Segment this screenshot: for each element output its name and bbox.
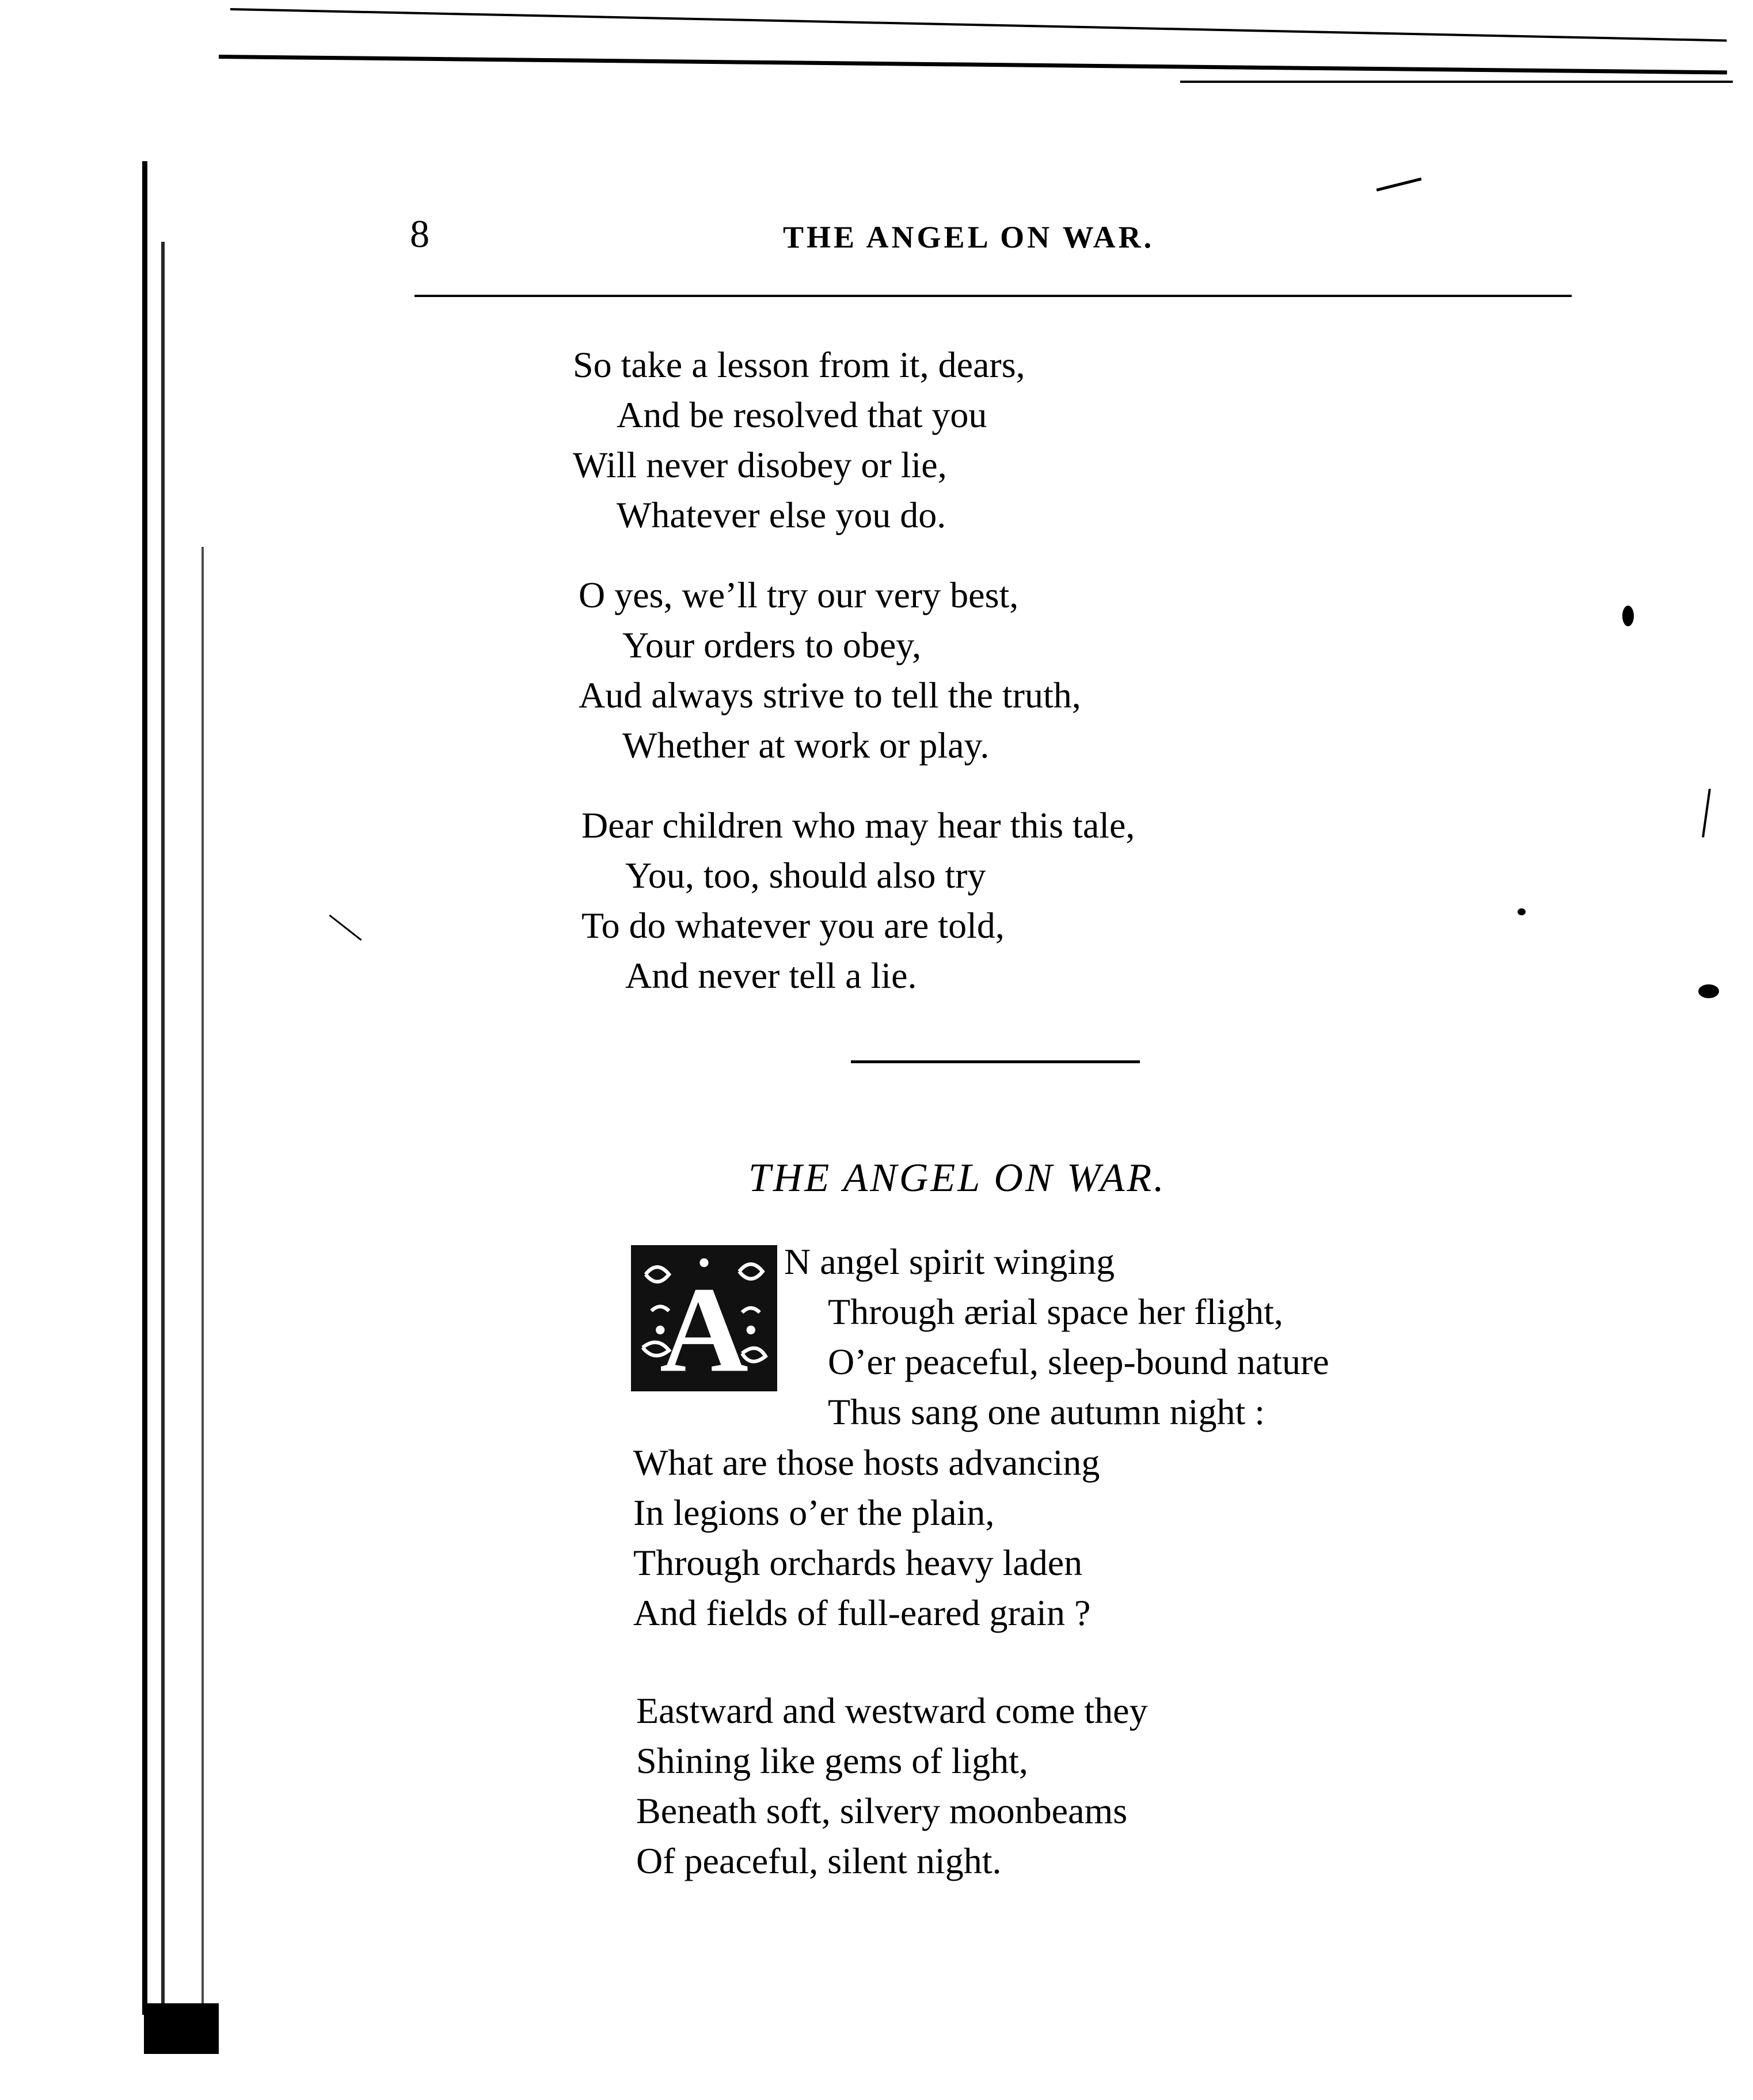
stanza	[828, 1287, 1329, 1437]
stanza	[633, 1437, 1100, 1638]
top-edge-shadow	[219, 55, 1727, 74]
top-edge-shadow	[1180, 81, 1733, 83]
verse-line: And be resolved that you	[617, 394, 987, 435]
binding-edge	[201, 547, 204, 2044]
verse-line: Your orders to obey,	[622, 625, 922, 665]
top-edge-shadow	[230, 8, 1727, 41]
verse-line: So take a lesson from it, dears,	[573, 344, 1025, 385]
ink-blot	[1698, 984, 1719, 998]
binding-edge	[161, 242, 165, 2015]
running-title: THE ANGEL ON WAR.	[783, 220, 1155, 254]
verse-line: Beneath soft, silvery moonbeams	[636, 1790, 1128, 1831]
verse-line: Through ærial space her flight,	[828, 1291, 1283, 1332]
pencil-mark	[1376, 177, 1422, 191]
verse-line: Dear children who may hear this tale,	[581, 805, 1135, 846]
verse-line: Shining like gems of light,	[636, 1740, 1028, 1781]
verse-line: Of peaceful, silent night.	[636, 1840, 1002, 1881]
verse-line: Whether at work or play.	[622, 725, 990, 766]
ornamental-drop-cap	[631, 1245, 777, 1391]
verse-line: And never tell a lie.	[625, 955, 917, 996]
binding-edge	[144, 2003, 219, 2054]
verse-line: You, too, should also try	[625, 855, 986, 896]
header-rule	[415, 295, 1572, 297]
verse-line: O yes, we’ll try our very best,	[579, 575, 1019, 615]
poem-title: THE ANGEL ON WAR.	[748, 1156, 1166, 1200]
verse-line: Whatever else you do.	[617, 494, 946, 535]
verse-line: What are those hosts advancing	[633, 1442, 1100, 1483]
verse-line: And fields of full-eared grain ?	[633, 1592, 1091, 1633]
stanza	[581, 800, 1135, 1000]
section-divider	[851, 1060, 1140, 1063]
svg-text:A: A	[659, 1262, 749, 1391]
stanza	[636, 1686, 1148, 1886]
verse-line: Thus sang one autumn night :	[828, 1391, 1265, 1432]
pencil-mark	[1702, 789, 1711, 838]
ink-blot	[1518, 908, 1526, 915]
verse-line: O’er peaceful, sleep-bound nature	[828, 1341, 1329, 1382]
verse-line: Aud always strive to tell the truth,	[579, 675, 1081, 716]
ornamental-letter-a-icon	[631, 1245, 777, 1391]
stanza	[573, 340, 1025, 540]
first-line: N angel spirit winging	[784, 1241, 1115, 1282]
page-number: 8	[410, 212, 429, 256]
verse-line: In legions o’er the plain,	[633, 1492, 995, 1533]
verse-line: Eastward and westward come they	[636, 1690, 1148, 1731]
verse-line: Will never disobey or lie,	[573, 444, 947, 485]
binding-edge	[142, 161, 147, 2015]
ink-blot	[1622, 606, 1634, 626]
verse-line: To do whatever you are told,	[581, 905, 1005, 946]
pencil-mark	[329, 915, 362, 941]
stanza	[579, 570, 1081, 770]
verse-line: Through orchards heavy laden	[633, 1542, 1083, 1583]
